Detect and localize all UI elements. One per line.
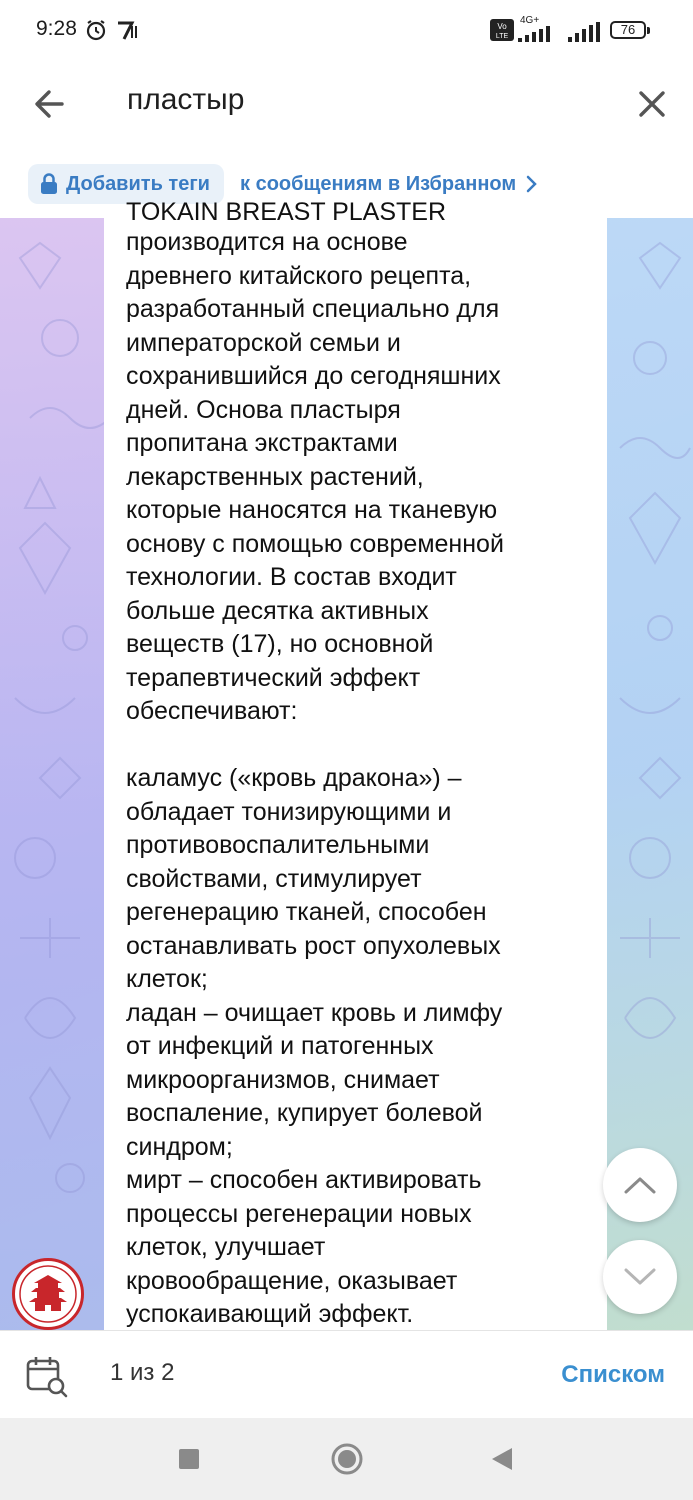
recents-button[interactable] (178, 1448, 200, 1470)
svg-text:Vo: Vo (497, 22, 507, 31)
alarm-icon (84, 18, 108, 42)
chevron-down-icon (623, 1267, 657, 1287)
lock-icon (40, 173, 58, 195)
calendar-search-icon (24, 1353, 70, 1399)
back-button[interactable] (22, 76, 78, 132)
close-button[interactable] (624, 76, 680, 132)
message-cut-line: TOKAIN BREAST PLASTER (126, 198, 447, 226)
system-nav-bar (0, 1418, 693, 1500)
network-type-label: 4G+ (520, 15, 540, 26)
app-notification-icon (116, 20, 140, 42)
status-time: 9:28 (36, 17, 77, 40)
add-tags-label: Добавить теги (66, 172, 210, 195)
search-input[interactable]: пластыр (127, 83, 245, 116)
close-icon (624, 76, 680, 132)
signal-strength-2-icon (568, 22, 602, 42)
scroll-up-button[interactable] (603, 1148, 677, 1222)
message-text: производится на основе древнего китайского рецепта, разработанный специально для императорской семьи и сохранившийся до сегодняшних дней. Основа пластыря пропитана экстрактами лекарственных растений, которые наносятся на тканевую основу с помощью современной технологии. В состав входит больше десятка активных веществ (17), но основной терапевтический эффект обеспечивают: каламус («кровь дракона») – обладает тонизирующими и противовоспалительными свойствами, стимулирует регенерацию тканей, способен останавливать рост опухолевых клеток; ладан – очищает кровь и лимфу от инфекций и патогенных микроорганизмов, снимает воспаление, купирует болевой синдром; мирт – способен активировать процессы регенерации новых клеток, улучшает кровообращение, оказывает успокаивающий эффект. (126, 228, 504, 1328)
avatar[interactable] (12, 1258, 84, 1330)
signal-strength-icon (518, 24, 562, 42)
calendar-search-button[interactable] (24, 1353, 70, 1399)
status-bar (0, 0, 693, 62)
arrow-left-icon (22, 76, 78, 132)
home-button[interactable] (330, 1442, 364, 1476)
search-results-bar (0, 1330, 693, 1419)
back-nav-button[interactable] (490, 1446, 514, 1472)
volte-icon (490, 19, 514, 41)
chat-area (0, 198, 693, 1330)
list-view-button[interactable]: Списком (561, 1361, 665, 1388)
search-header (0, 62, 693, 154)
pagoda-logo-icon (15, 1261, 81, 1327)
svg-text:LTE: LTE (495, 33, 509, 40)
scroll-down-button[interactable] (603, 1240, 677, 1314)
chevron-right-icon (526, 174, 538, 194)
saved-messages-label: к сообщениям в Избранном (240, 172, 517, 195)
message-bubble[interactable] (104, 198, 607, 1330)
results-counter: 1 из 2 (110, 1359, 175, 1386)
chevron-up-icon (623, 1175, 657, 1195)
battery-icon: 76 (610, 21, 646, 39)
